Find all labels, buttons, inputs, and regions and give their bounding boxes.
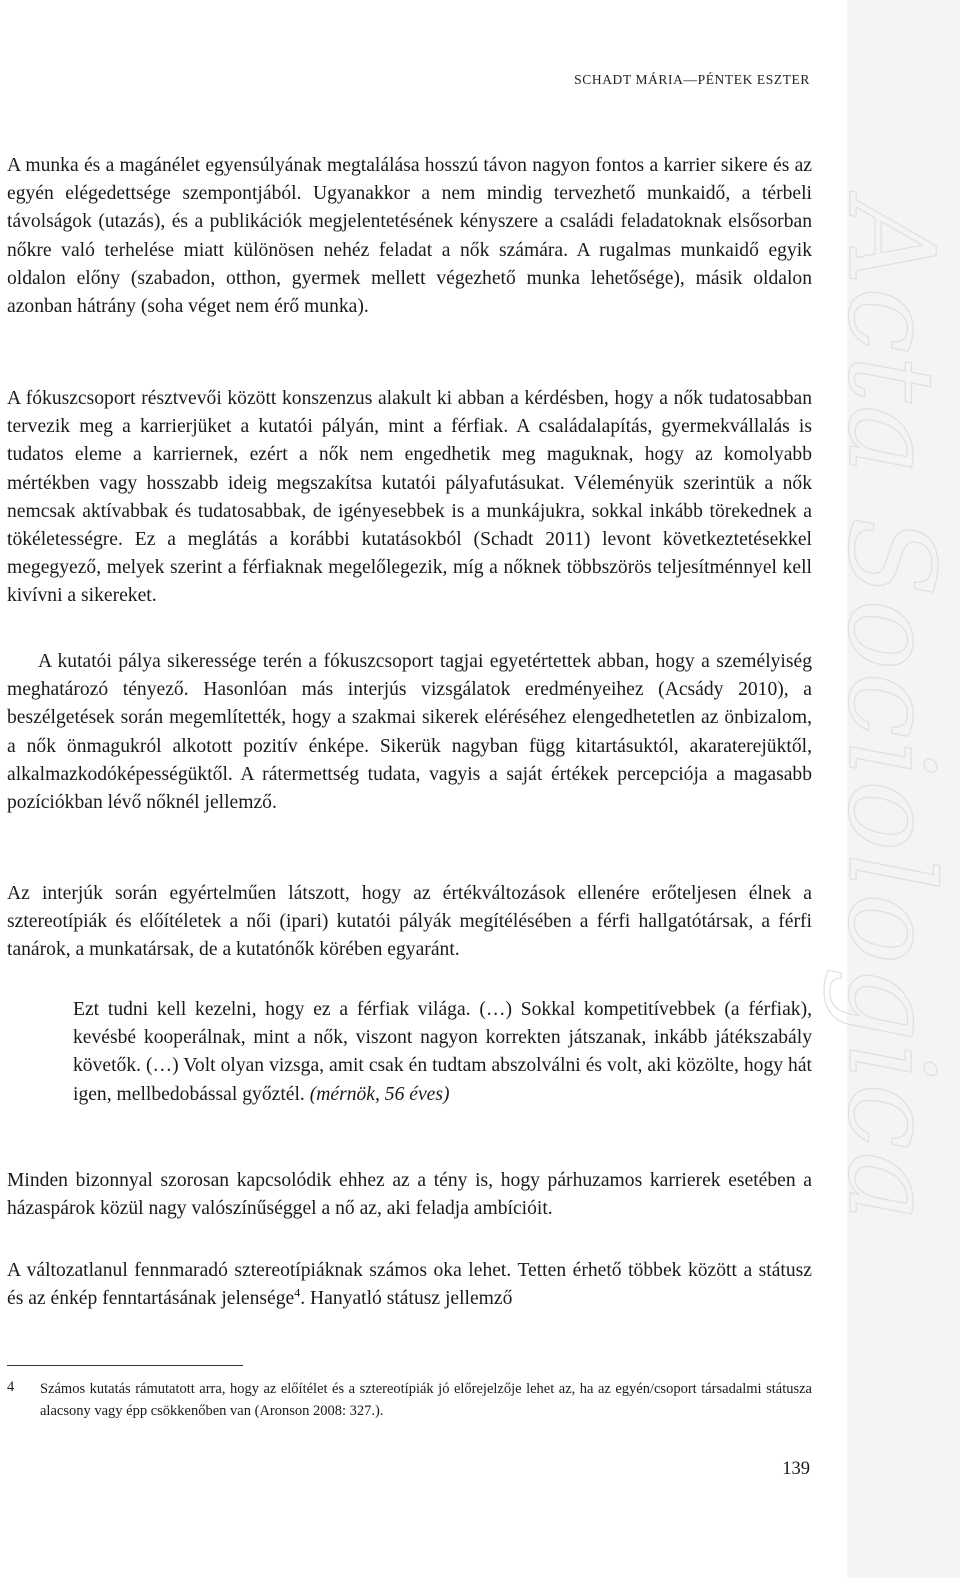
paragraph-1: A munka és a magánélet egyensúlyának megtalálása hosszú távon nagyon fontos a karrier sikere és az egyén elégedettsége szempontjából. Ugyanakkor a nem mindig tervezhető munkaidő, a térbeli távolságok (utazás), és a publikációk megjelentetésének kényszere a családi feladatoknak elsősorban nőkre való terhelése miatt különösen nehéz feladat a nők számára. A rugalmas munkaidő egyik oldalon előny (szabadon, otthon, gyermek mellett végezhető munka lehetősége), másik oldalon azonban hátrány (soha véget nem érő munka). [7,155,812,318]
paragraph-4: Az interjúk során egyértelműen látszott, hogy az értékváltozások ellenére erőteljesen élnek a sztereotípiák és előítéletek a női (ipari) kutatói pályák megítélésében a férfi hallgatótársak, a férfi tanárok, a munkatársak, de a kutatónők körében egyaránt. [7,883,812,961]
quote-text: Ezt tudni kell kezelni, hogy ez a férfiak világa. (…) Sokkal kompetitívebbek (a férfiak), kevésbé kooperálnak, mint a nők, viszont nagyon korrekten játszanak, inkább játékszabály követők. (…) Volt olyan vizsga, amit csak én tudtam abszolválni és volt, aki közölte, hogy hát igen, mellbedobással győztél. [73,999,812,1105]
paragraph-3: A kutatói pálya sikeressége terén a fókuszcsoport tagjai egyetértettek abban, hogy a személyiség meghatározó tényező. Hasonlóan más interjús vizsgálatok eredményeihez (Acsády 2010), a beszélgetések során megemlítették, hogy a szakmai sikerek eléréséhez elengedhetetlen az önbizalom, a nők önmagukról alkotott pozitív énképe. Sikerük nagyban függ kitartásuktól, akaraterejüktől, alkalmazkodóképességüktől. A rátermettség tudata, vagyis a saját értékek percepciója a magasabb pozíciókban lévő nőknél jellemző. [7,651,812,814]
footnote-reference[interactable]: 4 [294,1285,301,1300]
running-header: SCHADT MÁRIA—PÉNTEK ESZTER [574,72,810,87]
footnote-number: 4 [7,1379,15,1395]
paragraph-2: A fókuszcsoport résztvevői között konszenzus alakult ki abban a kérdésben, hogy a nők tudatosabban tervezik meg a karrierjüket a kutatói pályán, mint a férfiak. A családalapítás, gyermekvállalás is tudatos eleme a karriernek, ezért a nők nem engedhetik meg maguknak, hogy az komolyabb mértékben vagy hosszabb ideig megszakítsa kutatói pályafutásukat. Véleményük szerintük a nők nemcsak aktívabbak és tudatosabbak, de igényesebbek is a munkájukra, sokkal inkább törekednek a tökéletességre. Ez a meglátás a korábbi kutatásokból (Schadt 2011) levont következtetésekkel megegyező, melyek szerint a férfiaknak megelőlegezik, míg a nőknek többszörös teljesítménnyel kell kivívni a sikereket. [7,388,812,607]
paragraph-5: Minden bizonnyal szorosan kapcsolódik ehhez az a tény is, hogy párhuzamos karrierek esetében a házaspárok közül nagy valószínűséggel a nő az, aki feladja ambícióit. [7,1170,812,1220]
footnote-divider [7,1365,243,1366]
quote-attribution: (mérnök, 56 éves) [309,1083,450,1105]
journal-watermark: Acta Sociologica [822,200,960,1224]
paragraph-6-continuation: . Hanyatló státusz jellemző [300,1288,513,1310]
footnote-text: Számos kutatás rámutatott arra, hogy az előítélet és a sztereotípiák jó előrejelzője lehet az, ha az egyén/csoport társadalmi státusza alacsony vagy épp csökkenőben van (Aronson 2008: 327.). [40,1381,812,1419]
paragraph-6-text: A változatlanul fennmaradó sztereotípiáknak számos oka lehet. Tetten érhető többek között a státusz és az énkép fenntartásának jelensége [7,1260,812,1310]
block-quote [73,996,812,1109]
paragraph-6 [7,1257,812,1313]
page-number: 139 [782,1459,810,1479]
